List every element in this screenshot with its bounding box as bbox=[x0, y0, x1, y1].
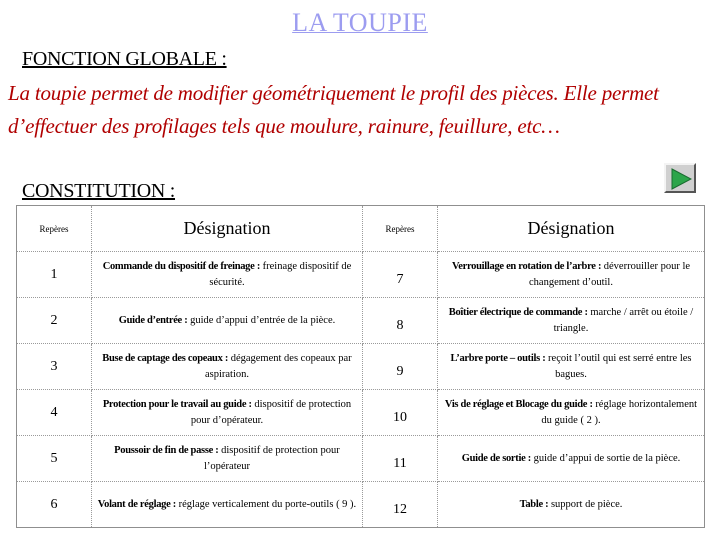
header-designation-right: Désignation bbox=[438, 206, 705, 252]
repere-number-left: 2 bbox=[17, 298, 92, 344]
component-name: Table : bbox=[519, 498, 549, 510]
designation-cell-left bbox=[92, 436, 363, 482]
table-header-row bbox=[17, 206, 705, 252]
component-name: Commande du dispositif de freinage : bbox=[102, 260, 261, 272]
next-slide-button[interactable] bbox=[664, 163, 696, 193]
component-name: Boîtier électrique de commande : bbox=[448, 306, 588, 318]
designation-cell-right bbox=[438, 436, 705, 482]
repere-number-right: 10 bbox=[363, 390, 438, 436]
component-description: réglage horizontalement du guide ( 2 ). bbox=[541, 398, 698, 426]
designation-cell-right bbox=[438, 390, 705, 436]
header-designation-left: Désignation bbox=[92, 206, 363, 252]
repere-number-right: 8 bbox=[363, 298, 438, 344]
designation-cell-left bbox=[92, 344, 363, 390]
designation-cell-left bbox=[92, 482, 363, 528]
designation-cell-right bbox=[438, 482, 705, 528]
repere-number-right: 12 bbox=[363, 482, 438, 528]
play-arrow-icon bbox=[670, 168, 692, 190]
component-name: Vis de réglage et Blocage du guide : bbox=[444, 398, 593, 410]
component-description: dispositif de protection pour d’opérateur. bbox=[190, 398, 352, 426]
page-title: LA TOUPIE bbox=[292, 8, 428, 37]
repere-number-left: 6 bbox=[17, 482, 92, 528]
component-name: Guide de sortie : bbox=[461, 452, 531, 464]
component-description: support de pièce. bbox=[548, 498, 623, 510]
repere-number-right: 9 bbox=[363, 344, 438, 390]
repere-number-left: 4 bbox=[17, 390, 92, 436]
component-name: Poussoir de fin de passe : bbox=[114, 444, 219, 456]
designation-cell-left bbox=[92, 390, 363, 436]
component-name: Protection pour le travail au guide : bbox=[102, 398, 252, 410]
table-row bbox=[17, 482, 705, 528]
repere-number-left: 1 bbox=[17, 252, 92, 298]
component-name: L’arbre porte – outils : bbox=[450, 352, 546, 364]
component-name: Buse de captage des copeaux : bbox=[102, 352, 229, 364]
designation-cell-right bbox=[438, 298, 705, 344]
table-row bbox=[17, 344, 705, 390]
header-repere-left: Repères bbox=[17, 206, 92, 252]
designation-cell-right bbox=[438, 252, 705, 298]
designation-cell-left bbox=[92, 252, 363, 298]
component-description: guide d’appui d’entrée de la pièce. bbox=[187, 314, 336, 326]
designation-cell-right bbox=[438, 344, 705, 390]
table-row bbox=[17, 252, 705, 298]
component-description: réglage verticalement du porte-outils ( 9 ). bbox=[176, 498, 357, 510]
repere-number-right: 7 bbox=[363, 252, 438, 298]
designation-cell-left bbox=[92, 298, 363, 344]
component-name: Guide d’entrée : bbox=[118, 314, 188, 326]
repere-number-left: 3 bbox=[17, 344, 92, 390]
component-description: freinage dispositif de sécurité. bbox=[209, 260, 352, 288]
component-description: reçoit l’outil qui est serré entre les bagues. bbox=[545, 352, 692, 380]
component-description: déverrouiller pour le changement d’outil. bbox=[529, 260, 691, 288]
component-description: dégagement des copeaux par aspiration. bbox=[204, 352, 352, 380]
component-name: Volant de réglage : bbox=[97, 498, 176, 510]
component-description: marche / arrêt ou étoile / triangle. bbox=[553, 306, 694, 334]
component-name: Verrouillage en rotation de l’arbre : bbox=[451, 260, 602, 272]
repere-number-right: 11 bbox=[363, 436, 438, 482]
table-row bbox=[17, 390, 705, 436]
repere-number-left: 5 bbox=[17, 436, 92, 482]
component-description: guide d’appui de sortie de la pièce. bbox=[531, 452, 681, 464]
intro-text: La toupie permet de modifier géométriquement le profil des pièces. Elle permet d’effectuer des profilages tels que moulure, rainure, feuillure, etc… bbox=[8, 81, 659, 138]
constitution-table bbox=[16, 205, 705, 528]
constitution-heading: CONSTITUTION : bbox=[22, 180, 176, 202]
header-repere-right: Repères bbox=[363, 206, 438, 252]
table-row bbox=[17, 298, 705, 344]
component-description: dispositif de protection pour l’opérateur bbox=[203, 444, 340, 472]
table-row bbox=[17, 436, 705, 482]
fonction-globale-heading: FONCTION GLOBALE : bbox=[22, 48, 227, 70]
